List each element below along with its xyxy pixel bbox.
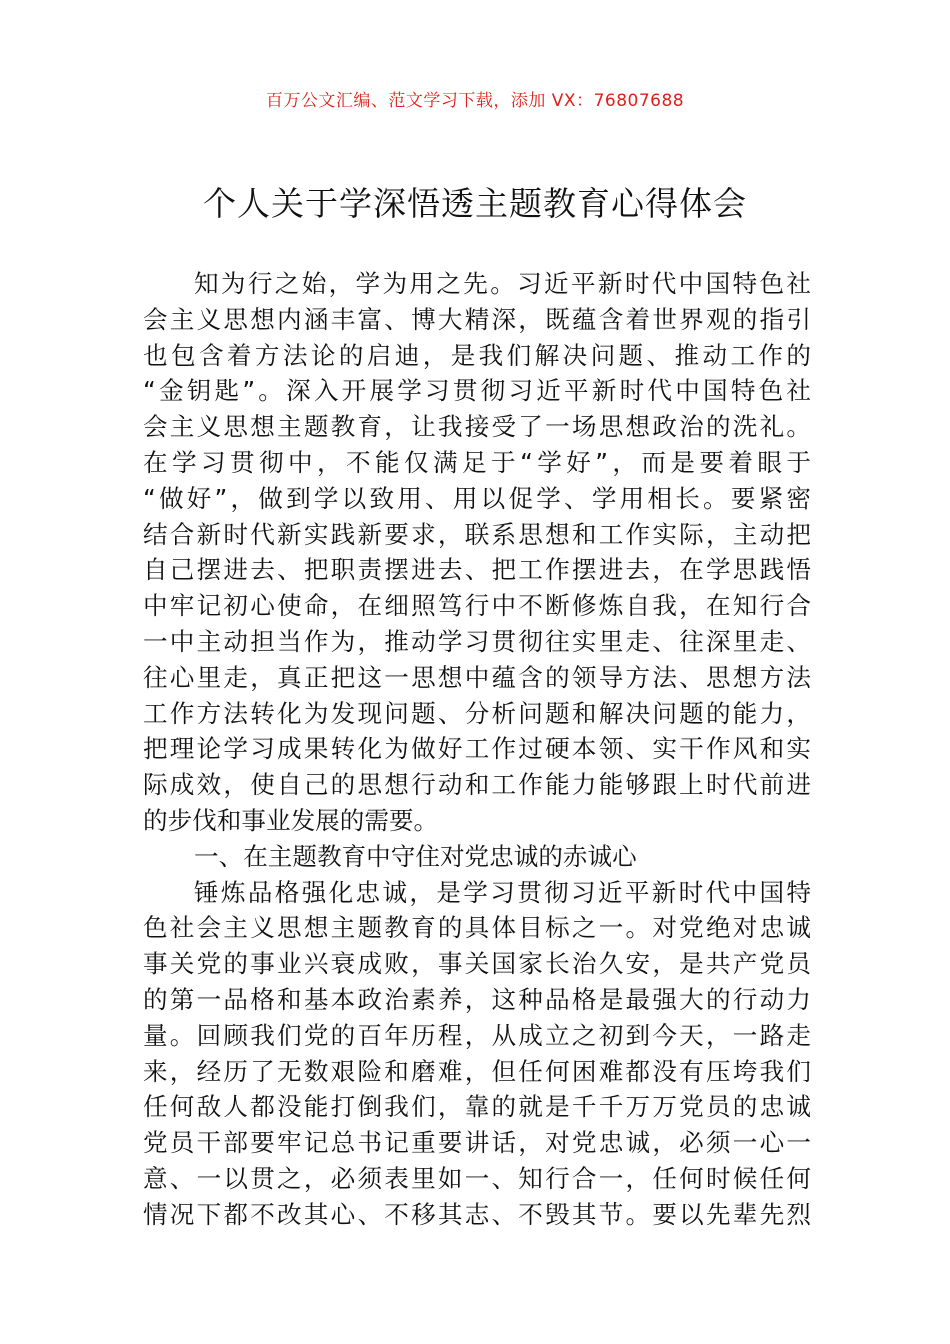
text-line: 也包含着方法论的启迪，是我们解决问题、推动工作的 [143, 340, 811, 370]
text-line: 意、一以贯之，必须表里如一、知行合一，任何时候任何 [143, 1163, 811, 1193]
text-line: 会主义思想主题教育，让我接受了一场思想政治的洗礼。 [143, 412, 811, 442]
text-line: 工作方法转化为发现问题、分析问题和解决问题的能力， [143, 698, 811, 728]
text-line: 来，经历了无数艰险和磨难，但任何困难都没有压垮我们 [143, 1056, 811, 1086]
text-line: 任何敌人都没能打倒我们，靠的就是千千万万党员的忠诚 [143, 1092, 811, 1122]
text-line: 情况下都不改其心、不移其志、不毁其节。要以先辈先烈 [143, 1199, 811, 1229]
text-line: 会主义思想内涵丰富、博大精深，既蕴含着世界观的指引 [143, 304, 811, 334]
text-line: “做好”，做到学以致用、用以促学、学用相长。要紧密 [143, 483, 811, 513]
text-line: 一、在主题教育中守住对党忠诚的赤诚心 [194, 841, 637, 871]
text-line: 的第一品格和基本政治素养，这种品格是最强大的行动力 [143, 984, 811, 1014]
text-line: 把理论学习成果转化为做好工作过硬本领、实干作风和实 [143, 734, 811, 764]
text-line: 结合新时代新实践新要求，联系思想和工作实际，主动把 [143, 519, 811, 549]
page-title: 个人关于学深悟透主题教育心得体会 [203, 184, 747, 223]
watermark-header: 百万公文汇编、范文学习下载，添加 VX：76807688 [265, 91, 685, 111]
text-line: 量。回顾我们党的百年历程，从成立之初到今天，一路走 [143, 1020, 811, 1050]
text-line: 的步伐和事业发展的需要。 [143, 805, 439, 835]
text-line: 际成效，使自己的思想行动和工作能力能够跟上时代前进 [143, 770, 811, 800]
text-line: 锤炼品格强化忠诚，是学习贯彻习近平新时代中国特 [194, 877, 811, 907]
text-line: 党员干部要牢记总书记重要讲话，对党忠诚，必须一心一 [143, 1128, 811, 1158]
text-line: 事关党的事业兴衰成败，事关国家长治久安，是共产党员 [143, 949, 811, 979]
text-line: 色社会主义思想主题教育的具体目标之一。对党绝对忠诚 [143, 913, 811, 943]
document-body [143, 266, 811, 1233]
text-line: 自己摆进去、把职责摆进去、把工作摆进去，在学思践悟 [143, 555, 811, 585]
text-line: “金钥匙”。深入开展学习贯彻习近平新时代中国特色社 [143, 376, 811, 406]
text-line: 知为行之始，学为用之先。习近平新时代中国特色社 [194, 269, 811, 298]
text-line: 一中主动担当作为，推动学习贯彻往实里走、往深里走、 [143, 626, 811, 656]
text-line: 在学习贯彻中，不能仅满足于“学好”，而是要着眼于 [143, 447, 811, 477]
text-line: 中牢记初心使命，在细照笃行中不断修炼自我，在知行合 [143, 591, 811, 621]
text-line: 往心里走，真正把这一思想中蕴含的领导方法、思想方法 [143, 662, 811, 692]
